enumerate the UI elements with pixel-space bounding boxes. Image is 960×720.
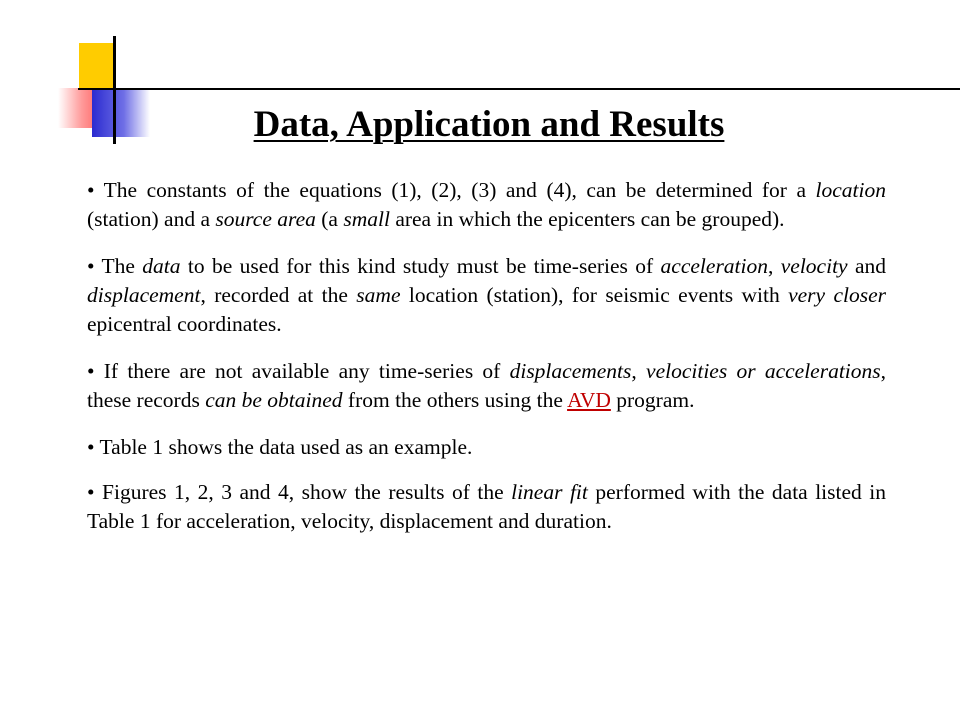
text-run: performed with the data listed in Table 1 for acceleration, velocity, displacement and duration.: [87, 480, 887, 533]
text-run: (station) and a: [87, 207, 216, 231]
decor-horizontal-line: [78, 88, 960, 90]
text-run-italic: velocities or accelerations: [646, 359, 881, 383]
bullet-marker: •: [87, 480, 95, 504]
bullet-paragraph-4: [87, 433, 886, 462]
bullet-marker: •: [87, 254, 95, 278]
bullet-marker: •: [87, 435, 95, 459]
text-run-italic: can be obtained: [205, 388, 343, 412]
text-run: (a: [315, 207, 344, 231]
text-run-italic: displacements: [509, 359, 632, 383]
slide-body: [87, 176, 886, 554]
text-run: , these records: [87, 359, 887, 412]
text-run: If there are not available any time-series of: [94, 359, 510, 383]
bullet-marker: •: [87, 178, 95, 202]
text-run-italic: very closer: [788, 283, 886, 307]
text-run: to be used for this kind study must be time-series of: [180, 254, 661, 278]
text-run: , recorded at the: [200, 283, 357, 307]
text-run-italic: displacement: [87, 283, 201, 307]
text-run-italic: linear fit: [511, 480, 588, 504]
text-run-italic: small: [343, 207, 390, 231]
slide-title: Data, Application and Results: [253, 104, 725, 145]
text-run-italic: acceleration: [660, 254, 769, 278]
text-run: epicentral coordinates.: [87, 312, 282, 336]
text-run: and: [847, 254, 886, 278]
text-run: The constants of the equations (1), (2), (3) and (4), can be determined for a: [94, 178, 816, 202]
avd-program-link[interactable]: AVD: [567, 388, 611, 412]
bullet-paragraph-2: [87, 252, 886, 339]
text-run: from the others using the: [342, 388, 568, 412]
text-run-italic: source area: [215, 207, 316, 231]
text-run-italic: data: [142, 254, 181, 278]
text-run: ,: [631, 359, 647, 383]
bullet-paragraph-1: [87, 176, 886, 234]
text-run: program.: [610, 388, 695, 412]
text-run: Table 1 shows the data used as an example.: [94, 435, 473, 459]
bullet-marker: •: [87, 359, 95, 383]
decor-yellow-square: [79, 43, 115, 90]
bullet-paragraph-5: [87, 478, 886, 536]
text-run-italic: same: [356, 283, 401, 307]
text-run-italic: location: [815, 178, 886, 202]
text-run: The: [94, 254, 143, 278]
text-run: ,: [768, 254, 781, 278]
text-run: area in which the epicenters can be grouped).: [389, 207, 785, 231]
text-run-italic: velocity: [780, 254, 848, 278]
text-run: location (station), for seismic events with: [400, 283, 789, 307]
bullet-paragraph-3: [87, 357, 886, 415]
text-run: Figures 1, 2, 3 and 4, show the results of the: [94, 480, 512, 504]
